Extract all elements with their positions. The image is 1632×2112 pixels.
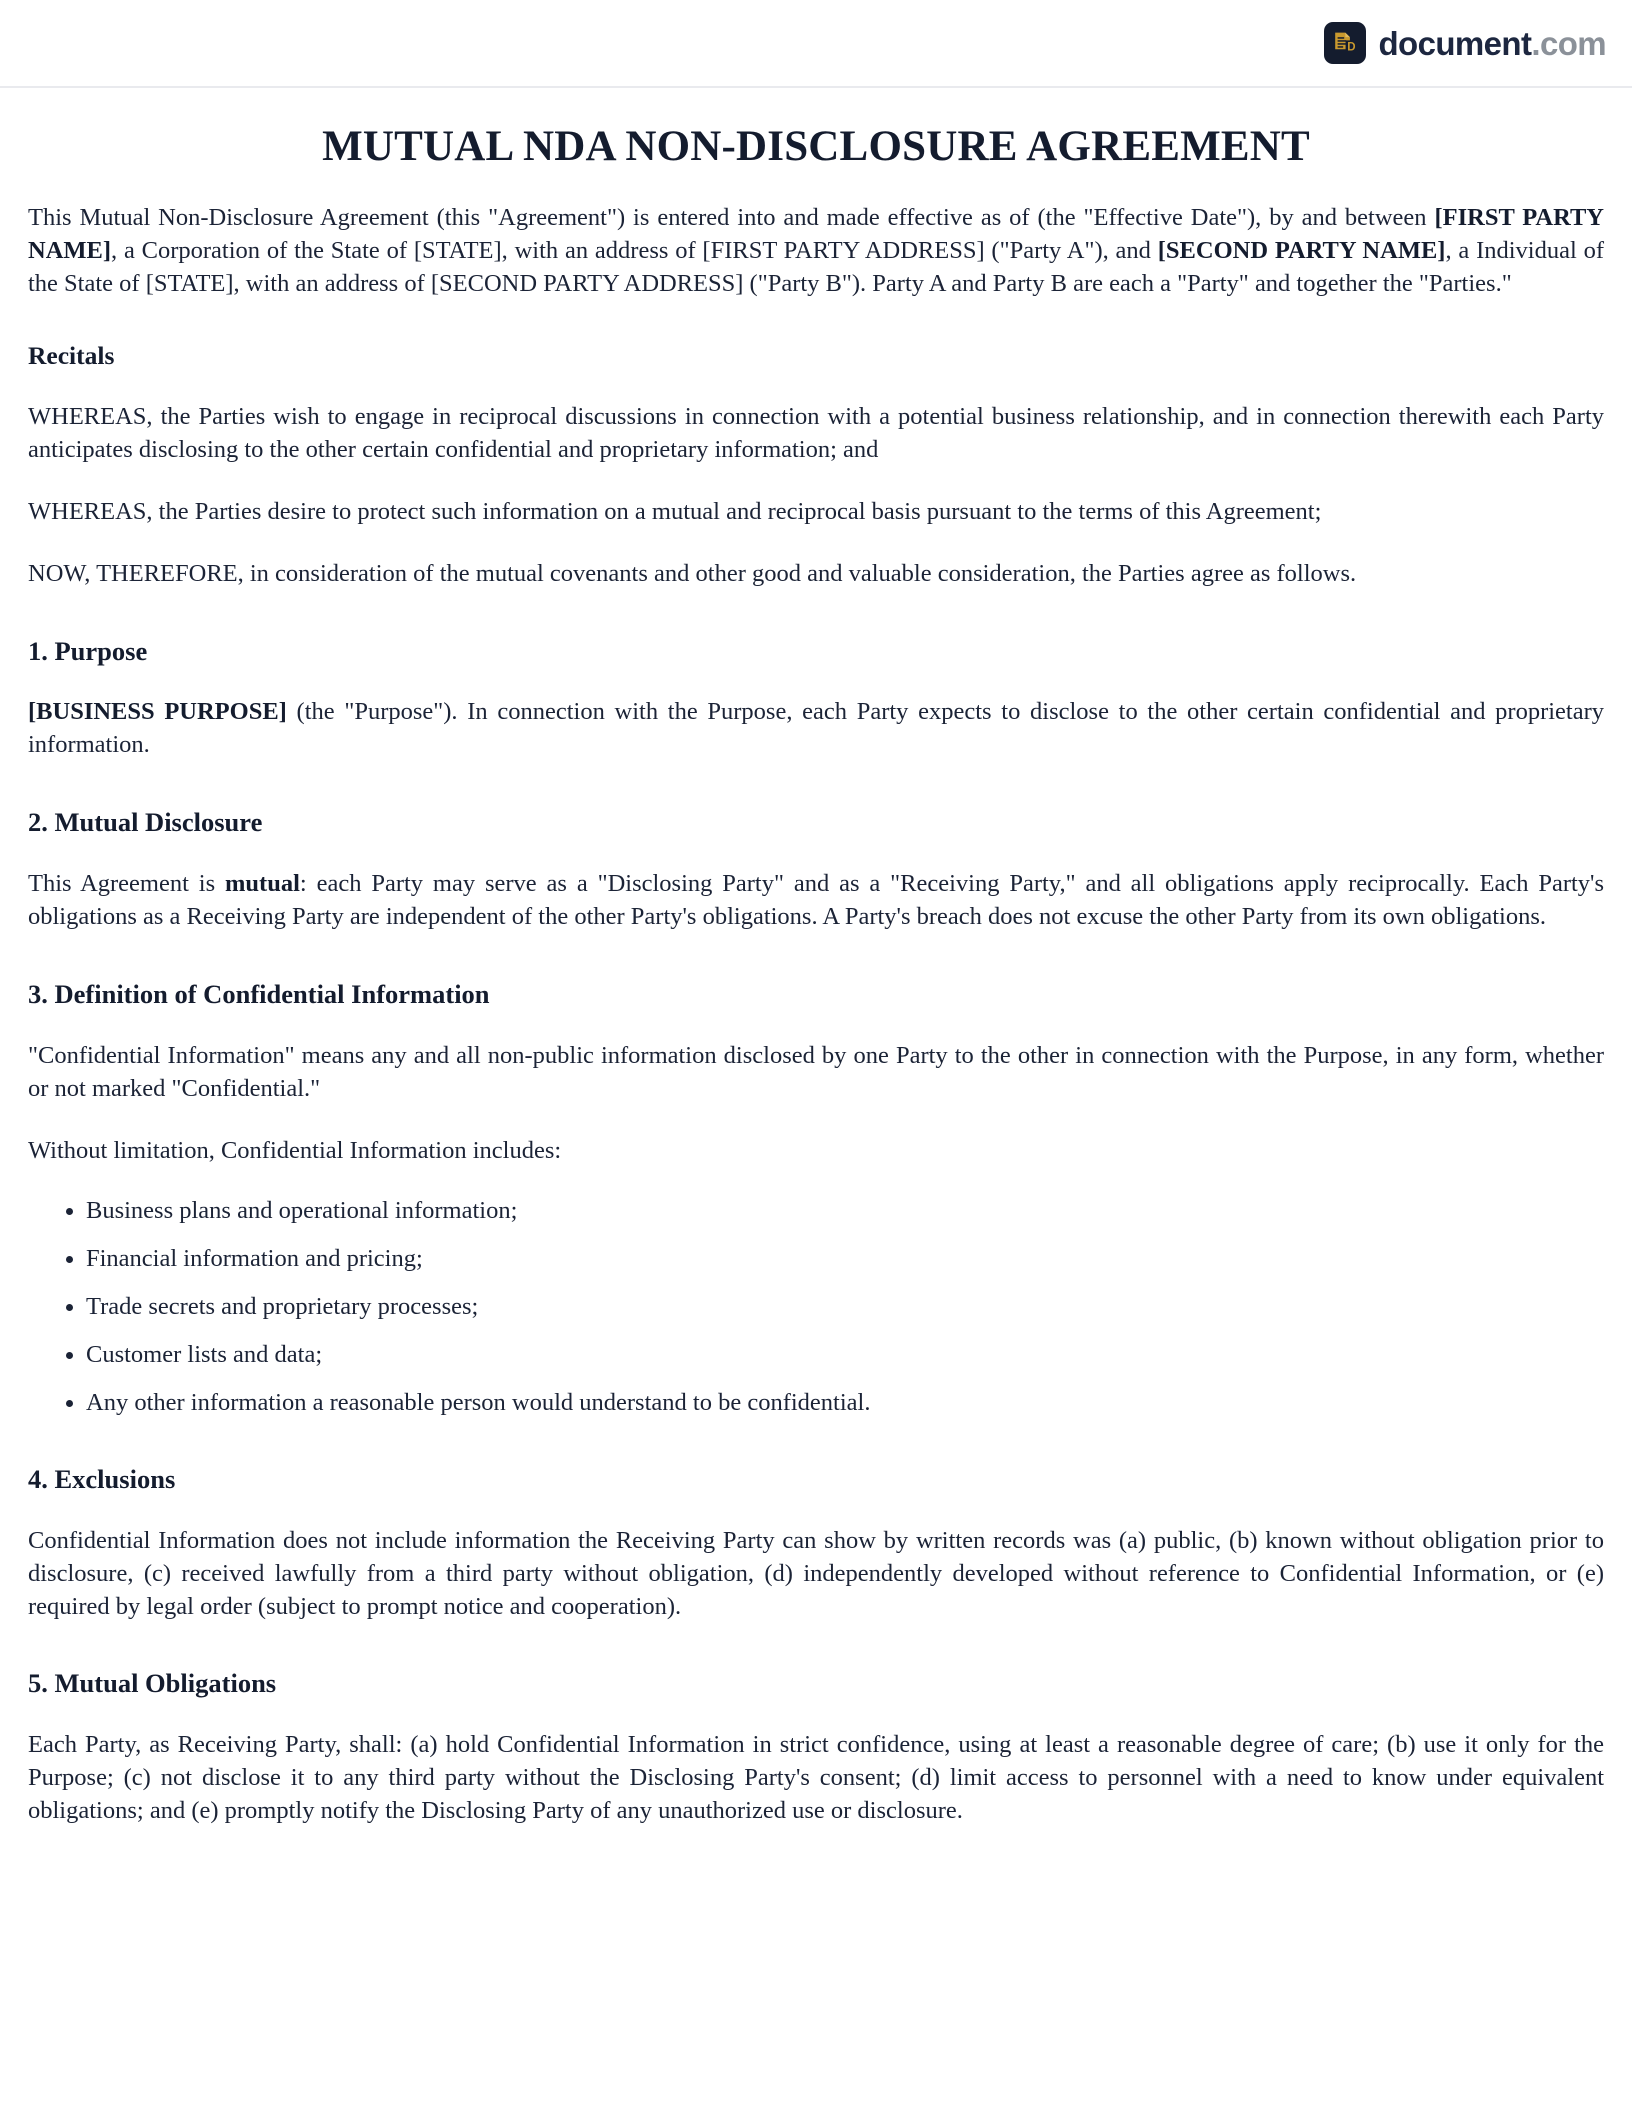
section-definition-paragraph-1: "Confidential Information" means any and all non-public information disclosed by one Party to the other in connection with the Purpose, in any form, whether or not marked "Confidential." [28,1041,1604,1102]
brand-wordmark [1378,24,1607,62]
confidential-information-list [28,1194,1604,1419]
recitals-paragraph-2: WHEREAS, the Parties desire to protect such information on a mutual and reciprocal basis pursuant to the terms of this Agreement; [28,497,1322,525]
section-purpose-body [28,696,1604,762]
section-heading-recitals: Recitals [28,341,115,371]
list-item: Any other information a reasonable person would understand to be confidential. [66,1386,1604,1419]
intro-paragraph [28,202,1604,301]
page-title: MUTUAL NDA NON-DISCLOSURE AGREEMENT [322,123,1310,170]
svg-text:D: D [1346,41,1356,54]
first-party-placeholder: [FIRST PARTY NAME] [28,204,1604,265]
list-item: Trade secrets and proprietary processes; [66,1290,1604,1323]
section-heading-definition: 3. Definition of Confidential Information [28,978,490,1009]
document-logo-icon [1324,22,1366,64]
brand-name-suffix: .com [1531,24,1606,62]
mutual-disclosure-lead: This Agreement is [28,870,226,898]
document-body [0,122,1632,1828]
section-heading-mutual-disclosure: 2. Mutual Disclosure [28,807,263,838]
section-heading-exclusions: 4. Exclusions [28,1463,176,1494]
list-item: Customer lists and data; [66,1338,1604,1371]
list-item: Financial information and pricing; [66,1242,1604,1275]
recitals-paragraph-3: NOW, THEREFORE, in consideration of the mutual covenants and other good and valuable consideration, the Parties agree as follows. [28,559,1357,587]
mutual-disclosure-text: : each Party may serve as a "Disclosing Party" and as a "Receiving Party," and all obligations apply reciprocally. Each Party's obligations as a Receiving Party are independent of the other Party's obligations. A Party's breach does not excuse the other Party from its own obligations. [28,870,1605,930]
list-item: Business plans and operational information; [66,1194,1604,1227]
section-purpose-text: (the "Purpose"). In connection with the Purpose, each Party expects to disclose to the other certain confidential and proprietary information. [28,698,1605,759]
second-party-placeholder: [SECOND PARTY NAME] [1157,237,1446,265]
section-mutual-disclosure-body [28,868,1604,934]
brand-name-primary: document [1378,24,1532,62]
section-exclusions-body: Confidential Information does not include information the Receiving Party can show by written records was (a) public, (b) known without obligation prior to disclosure, (c) received lawfully from a third party without obligation, (d) independently developed without reference to Confidential Information, or (e) required by legal order (subject to prompt notice and cooperation). [28,1526,1604,1620]
intro-text-2: , a Corporation of the State of [STATE], with an address of [FIRST PARTY ADDRESS] ("Party A"), and [111,237,1158,265]
intro-text-3: , a Individual of the State of [STATE], with an address of [SECOND PARTY ADDRESS] ("Party B"). Party A and Party B are each a "Party" and together the "Parties." [28,237,1604,298]
business-purpose-placeholder: [BUSINESS PURPOSE] [28,698,287,726]
recitals-paragraph-1: WHEREAS, the Parties wish to engage in reciprocal discussions in connection with a potential business relationship, and in connection therewith each Party anticipates disclosing to the other certain confidential and proprietary information; and [28,402,1604,463]
section-heading-mutual-obligations: 5. Mutual Obligations [28,1668,277,1699]
section-heading-purpose: 1. Purpose [28,635,148,666]
section-definition-paragraph-2: Without limitation, Confidential Information includes: [28,1136,562,1164]
mutual-emphasis: mutual [225,870,300,898]
brand-logo[interactable] [1324,22,1607,64]
page-header [0,0,1632,88]
intro-text-1: This Mutual Non-Disclosure Agreement (this "Agreement") is entered into and made effective as of (the "Effective Date"), by and between [28,204,1435,232]
section-mutual-obligations-body: Each Party, as Receiving Party, shall: (a) hold Confidential Information in strict confidence, using at least a reasonable degree of care; (b) use it only for the Purpose; (c) not disclose it to any third party without the Disclosing Party's consent; (d) limit access to personnel with a need to know under equivalent obligations; and (e) promptly notify the Disclosing Party of any unauthorized use or disclosure. [28,1731,1604,1825]
